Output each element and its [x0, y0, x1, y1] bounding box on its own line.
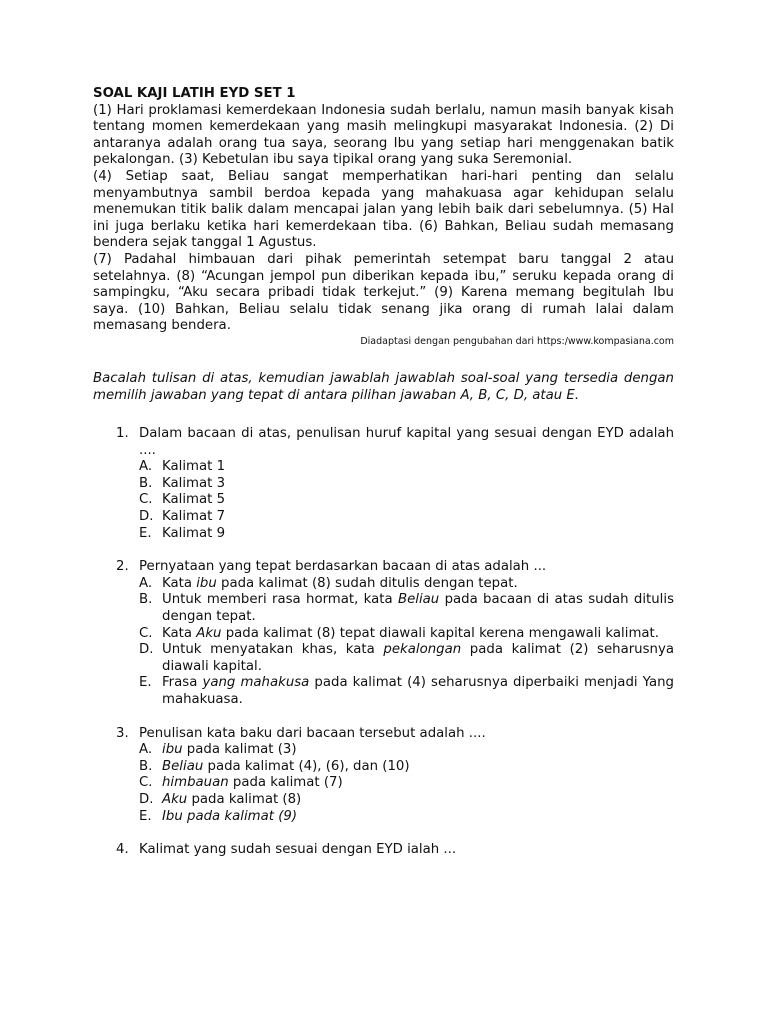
question-text: Penulisan kata baku dari bacaan tersebut adalah ....: [139, 725, 486, 741]
option-italic: himbauan: [162, 775, 229, 791]
option-letter: C.: [139, 625, 153, 641]
option-d: [139, 642, 674, 675]
option-d: [139, 792, 674, 809]
option-italic: yang mahakusa: [202, 675, 310, 691]
option-text: Kalimat 7: [162, 509, 226, 525]
option-e: [139, 526, 674, 543]
option-letter: D.: [139, 642, 154, 658]
option-letter: E.: [139, 808, 152, 824]
option-letter: E.: [139, 525, 152, 541]
option-letter: D.: [139, 791, 154, 807]
question-4: [93, 842, 674, 859]
option-italic: ibu: [162, 742, 183, 758]
question-number: 1.: [116, 426, 129, 442]
option-text-rest: pada kalimat (4), (6), dan (10): [203, 758, 410, 774]
option-letter: B.: [139, 475, 153, 491]
option-b: [139, 759, 674, 776]
paragraph-2: (4) Setiap saat, Beliau sangat memperhatikan hari-hari penting dan selalu menyambutnya sambil berdoa kepada yang mahakuasa agar kehidupan selalu menemukan titik balik dalam mencapai jalan yang lebih baik dari sebelumnya. (5) Hal ini juga berlaku ketika hari kemerdekaan tiba. (6) Bahkan, Beliau sudah memasang bendera sejak tanggal 1 Agustus.: [93, 168, 674, 251]
option-a: [139, 576, 674, 593]
question-1: [93, 426, 674, 542]
option-c: [139, 775, 674, 792]
question-text: Kalimat yang sudah sesuai dengan EYD ialah ...: [139, 842, 457, 858]
document-title: SOAL KAJI LATIH EYD SET 1: [93, 86, 296, 101]
option-b: [139, 476, 674, 493]
instructions: Bacalah tulisan di atas, kemudian jawablah jawablah soal-soal yang tersedia dengan memilih jawaban yang tepat di antara pilihan jawaban A, B, C, D, atau E.: [93, 370, 674, 403]
option-list: [139, 459, 674, 542]
source-citation: Diadaptasi dengan pengubahan dari https:/www.kompasiana.com: [360, 335, 674, 347]
question-text: Pernyataan yang tepat berdasarkan bacaan di atas adalah ...: [139, 559, 547, 575]
option-letter: B.: [139, 758, 153, 774]
option-c: [139, 492, 674, 509]
option-text: Kalimat 3: [162, 475, 226, 491]
option-a: [139, 459, 674, 476]
option-text-rest: pada kalimat (2) seharusnya diawali kapital.: [162, 642, 674, 674]
option-letter: B.: [139, 592, 153, 608]
option-letter: C.: [139, 492, 153, 508]
option-text: Kalimat 1: [162, 459, 226, 475]
option-text: Frasa: [162, 675, 203, 691]
option-text-rest: pada bacaan di atas sudah ditulis dengan tepat.: [162, 592, 674, 625]
question-number: 2.: [116, 559, 129, 575]
option-letter: A.: [139, 459, 153, 475]
question-2: [93, 559, 674, 708]
document-content: [93, 86, 674, 876]
option-letter: E.: [139, 675, 152, 691]
option-b: [139, 592, 674, 625]
option-italic: Aku: [196, 625, 222, 641]
option-italic: pekalongan: [383, 642, 462, 658]
option-italic: Ibu pada kalimat (9): [162, 808, 298, 824]
option-italic: Beliau: [162, 758, 204, 774]
option-text: Kata: [162, 575, 197, 591]
option-text: Untuk menyatakan khas, kata: [162, 642, 384, 658]
question-number: 4.: [116, 842, 129, 858]
option-d: [139, 509, 674, 526]
question-text: Dalam bacaan di atas, penulisan huruf kapital yang sesuai dengan EYD adalah ....: [139, 426, 674, 458]
option-italic: ibu: [196, 575, 217, 591]
option-list: [139, 742, 674, 825]
option-text-rest: pada kalimat (4) seharusnya diperbaiki menjadi Yang mahakuasa.: [162, 675, 674, 707]
question-list: [93, 426, 674, 859]
option-text: Untuk memberi rasa hormat, kata: [162, 592, 398, 608]
option-text-rest: pada kalimat (3): [182, 742, 297, 758]
option-letter: A.: [139, 575, 153, 591]
paragraph-1: (1) Hari proklamasi kemerdekaan Indonesia sudah berlalu, namun masih banyak kisah tentang momen kemerdekaan yang masih melingkupi masyarakat Indonesia. (2) Di antaranya adalah orang tua saya, seorang Ibu yang setiap hari menggenakan batik pekalongan. (3) Kebetulan ibu saya tipikal orang yang suka Seremonial.: [93, 102, 674, 168]
option-letter: A.: [139, 742, 153, 758]
question-number: 3.: [116, 725, 129, 741]
option-text: Kalimat 9: [162, 525, 226, 541]
option-text: Kata: [162, 625, 197, 641]
option-italic: Aku: [162, 791, 188, 807]
option-text-rest: pada kalimat (8): [187, 791, 302, 807]
option-letter: D.: [139, 509, 154, 525]
option-text-rest: pada kalimat (8) sudah ditulis dengan tepat.: [216, 575, 518, 591]
question-3: [93, 726, 674, 826]
option-italic: Beliau: [397, 592, 440, 608]
option-a: [139, 742, 674, 759]
option-list: [139, 576, 674, 709]
option-e: [139, 675, 674, 708]
option-text-rest: pada kalimat (7): [228, 775, 343, 791]
option-letter: C.: [139, 775, 153, 791]
option-text-rest: pada kalimat (8) tepat diawali kapital kerena mengawali kalimat.: [221, 625, 659, 641]
option-c: [139, 626, 674, 643]
option-e: [139, 809, 674, 826]
option-text: Kalimat 5: [162, 492, 226, 508]
paragraph-3: (7) Padahal himbauan dari pihak pemerintah setempat baru tanggal 2 atau setelahnya. (8) “Acungan jempol pun diberikan kepada ibu,” seruku kepada orang di sampingku, “Aku secara pribadi tidak terkejut.” (9) Karena memang begitulah Ibu saya. (10) Bahkan, Beliau selalu tidak senang jika orang di rumah lalai dalam memasang bendera.: [93, 251, 674, 334]
